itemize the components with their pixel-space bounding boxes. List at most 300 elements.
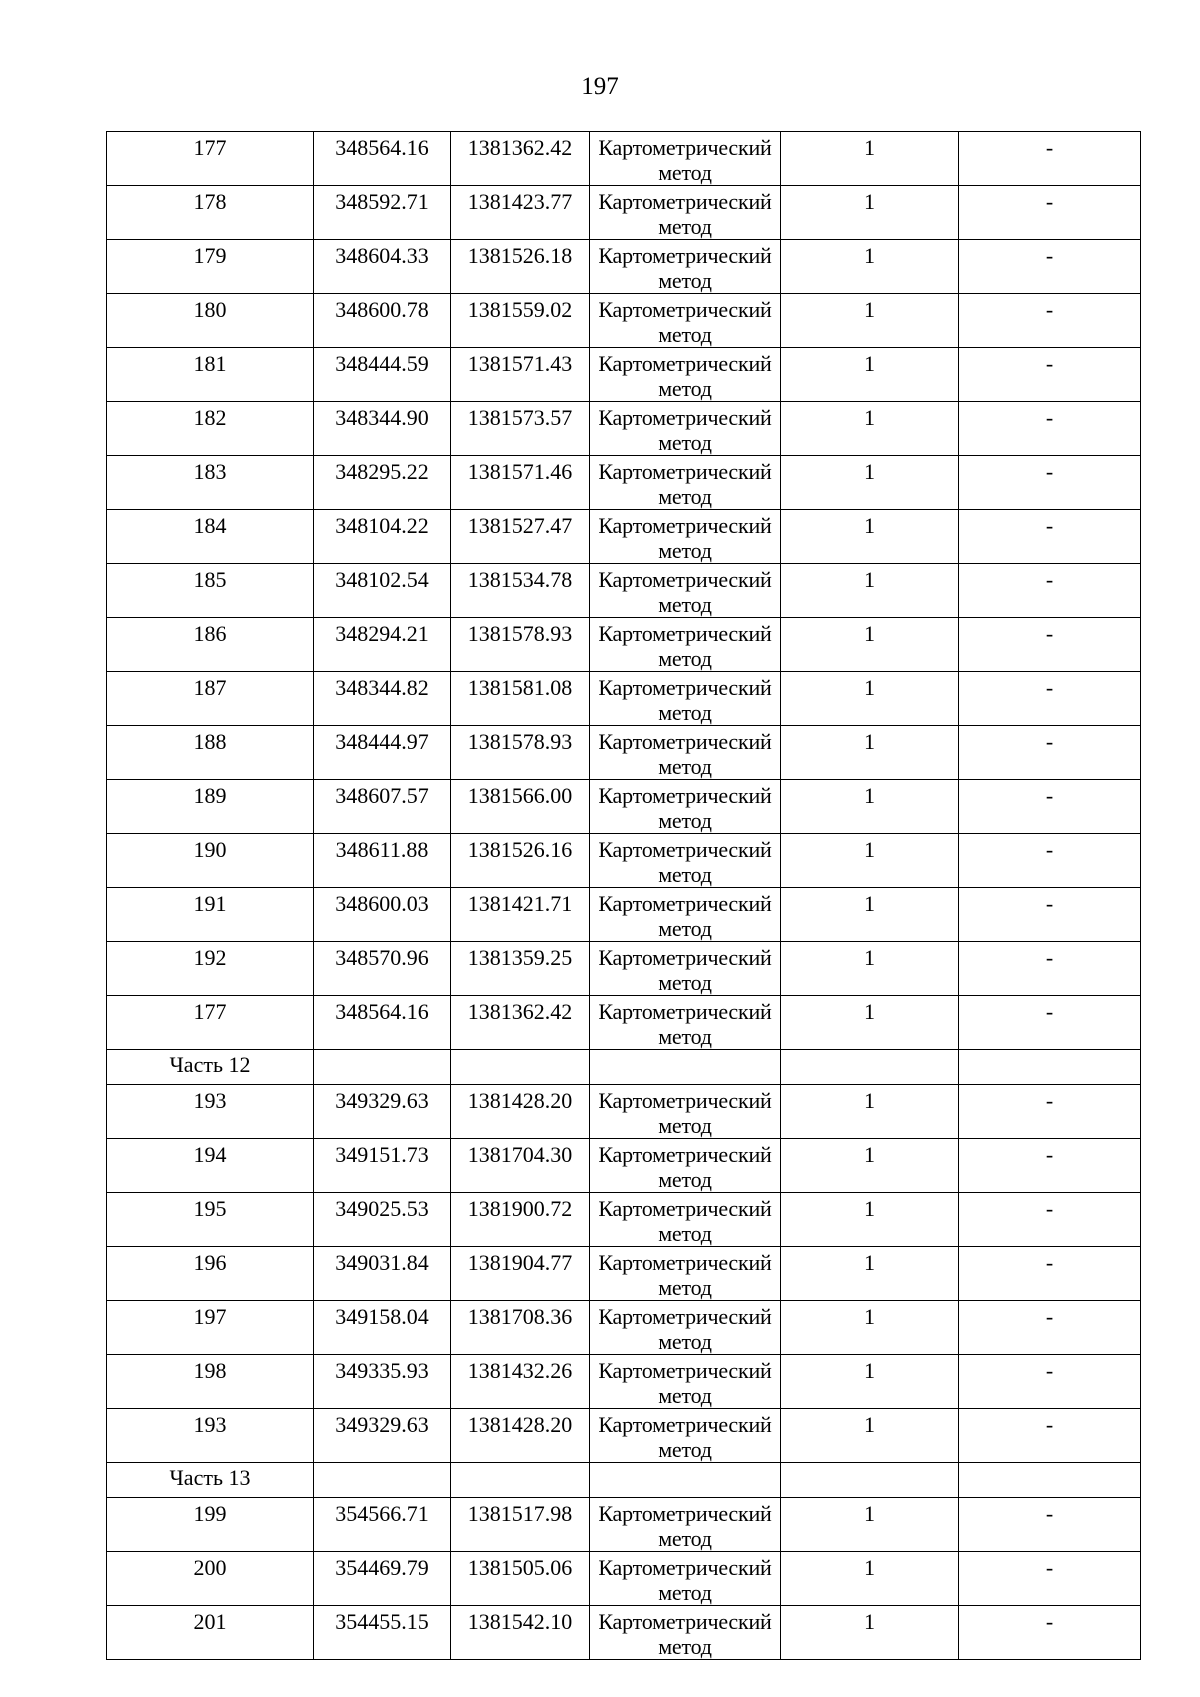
note-cell [959,1606,1141,1660]
note-text: - [1045,621,1054,646]
note-text: - [1045,891,1054,916]
accuracy-cell [781,1301,959,1355]
accuracy-text: 1 [864,1196,875,1221]
coordinates-table [106,131,1141,1660]
accuracy-text: 1 [864,135,875,160]
method-text: Картометрический метод [598,243,772,293]
note-text: - [1045,405,1054,430]
accuracy-text: 1 [864,1304,875,1329]
accuracy-text: 1 [864,297,875,322]
note-text: - [1045,567,1054,592]
note-text: - [1045,1088,1054,1113]
x-coordinate-cell [314,456,451,510]
y-coordinate-text: 1381704.30 [467,1142,573,1167]
y-coordinate-cell [451,780,590,834]
method-cell [590,1301,781,1355]
table-row [107,1409,1141,1463]
x-coordinate-cell [314,996,451,1050]
method-cell [590,996,781,1050]
table-row [107,132,1141,186]
table-row [107,456,1141,510]
x-coordinate-text: 348611.88 [335,837,429,862]
accuracy-text: 1 [864,1555,875,1580]
method-text: Картометрический метод [598,459,772,509]
point-number-text: 185 [193,567,227,592]
method-cell [590,132,781,186]
accuracy-cell [781,510,959,564]
x-coordinate-cell [314,402,451,456]
x-coordinate-text: 348570.96 [335,945,429,970]
y-coordinate-text: 1381527.47 [467,513,573,538]
y-coordinate-text: 1381517.98 [467,1501,573,1526]
accuracy-text: 1 [864,1142,875,1167]
method-text: Картометрический метод [598,1358,772,1408]
accuracy-text: 1 [864,1501,875,1526]
note-text: - [1045,351,1054,376]
x-coordinate-text: 348344.82 [335,675,429,700]
accuracy-text: 1 [864,567,875,592]
note-text: - [1045,783,1054,808]
method-text: Картометрический метод [598,567,772,617]
x-coordinate-text: 349151.73 [335,1142,429,1167]
point-number-text: 177 [193,999,227,1024]
y-coordinate-cell [451,1498,590,1552]
y-coordinate-cell [451,1193,590,1247]
method-text: Картометрический метод [598,621,772,671]
x-coordinate-text: 348600.03 [335,891,429,916]
x-coordinate-text: 348344.90 [335,405,429,430]
x-coordinate-text: 348592.71 [335,189,429,214]
accuracy-cell [781,672,959,726]
point-number-text: 178 [193,189,227,214]
x-coordinate-cell [314,780,451,834]
point-number-text: 188 [193,729,227,754]
accuracy-text: 1 [864,1358,875,1383]
y-coordinate-cell [451,132,590,186]
x-coordinate-text: 348102.54 [335,567,429,592]
x-coordinate-text: 349329.63 [335,1412,429,1437]
x-coordinate-cell [314,240,451,294]
accuracy-cell [781,780,959,834]
accuracy-text: 1 [864,621,875,646]
accuracy-cell [781,564,959,618]
y-coordinate-text: 1381581.08 [467,675,573,700]
accuracy-text: 1 [864,783,875,808]
y-coordinate-text: 1381432.26 [467,1358,573,1383]
method-text: Картометрический метод [598,729,772,779]
accuracy-text: 1 [864,945,875,970]
note-cell [959,132,1141,186]
table-row [107,1606,1141,1660]
point-number-cell [107,1606,314,1660]
section-label-cell [107,1050,314,1085]
table-row [107,942,1141,996]
y-coordinate-text: 1381526.16 [467,837,573,862]
method-cell [590,672,781,726]
x-coordinate-text: 348600.78 [335,297,429,322]
accuracy-cell [781,996,959,1050]
accuracy-cell [781,456,959,510]
method-text: Картометрический метод [598,405,772,455]
point-number-text: 182 [193,405,227,430]
note-cell [959,564,1141,618]
point-number-text: 187 [193,675,227,700]
accuracy-cell [781,888,959,942]
point-number-cell [107,834,314,888]
y-coordinate-text: 1381708.36 [467,1304,573,1329]
point-number-cell [107,1085,314,1139]
empty-cell [590,1463,781,1498]
y-coordinate-cell [451,672,590,726]
table-row [107,510,1141,564]
accuracy-cell [781,726,959,780]
x-coordinate-text: 354469.79 [335,1555,429,1580]
y-coordinate-cell [451,456,590,510]
point-number-text: 177 [193,135,227,160]
note-cell [959,996,1141,1050]
method-cell [590,888,781,942]
accuracy-text: 1 [864,837,875,862]
y-coordinate-cell [451,618,590,672]
note-text: - [1045,459,1054,484]
point-number-text: 199 [193,1501,227,1526]
y-coordinate-text: 1381573.57 [467,405,573,430]
y-coordinate-cell [451,186,590,240]
x-coordinate-cell [314,510,451,564]
accuracy-text: 1 [864,459,875,484]
x-coordinate-cell [314,726,451,780]
note-text: - [1045,945,1054,970]
accuracy-text: 1 [864,189,875,214]
note-text: - [1045,729,1054,754]
accuracy-text: 1 [864,729,875,754]
empty-cell [959,1463,1141,1498]
note-cell [959,348,1141,402]
y-coordinate-text: 1381362.42 [467,135,573,160]
x-coordinate-cell [314,888,451,942]
method-text: Картометрический метод [598,945,772,995]
y-coordinate-cell [451,888,590,942]
section-label: Часть 13 [169,1465,251,1490]
note-cell [959,294,1141,348]
y-coordinate-cell [451,1409,590,1463]
method-text: Картометрический метод [598,675,772,725]
point-number-cell [107,888,314,942]
x-coordinate-cell [314,942,451,996]
y-coordinate-text: 1381571.43 [467,351,573,376]
y-coordinate-cell [451,996,590,1050]
point-number-cell [107,726,314,780]
accuracy-text: 1 [864,1412,875,1437]
y-coordinate-text: 1381505.06 [467,1555,573,1580]
point-number-cell [107,132,314,186]
point-number-text: 191 [193,891,227,916]
y-coordinate-cell [451,1247,590,1301]
method-text: Картометрический метод [598,1142,772,1192]
x-coordinate-text: 348564.16 [335,999,429,1024]
method-cell [590,726,781,780]
method-cell [590,1139,781,1193]
method-cell [590,1552,781,1606]
y-coordinate-cell [451,1606,590,1660]
accuracy-text: 1 [864,675,875,700]
method-text: Картометрический метод [598,135,772,185]
note-text: - [1045,675,1054,700]
x-coordinate-text: 354455.15 [335,1609,429,1634]
note-cell [959,672,1141,726]
y-coordinate-cell [451,402,590,456]
point-number-cell [107,672,314,726]
note-text: - [1045,999,1054,1024]
method-text: Картометрический метод [598,891,772,941]
point-number-cell [107,564,314,618]
table-row [107,348,1141,402]
point-number-text: 194 [193,1142,227,1167]
method-cell [590,186,781,240]
y-coordinate-cell [451,834,590,888]
note-cell [959,1247,1141,1301]
note-cell [959,942,1141,996]
x-coordinate-text: 348295.22 [335,459,429,484]
note-cell [959,618,1141,672]
table-row [107,186,1141,240]
x-coordinate-text: 348104.22 [335,513,429,538]
accuracy-cell [781,1139,959,1193]
y-coordinate-text: 1381542.10 [467,1609,573,1634]
y-coordinate-text: 1381428.20 [467,1412,573,1437]
section-header-row [107,1463,1141,1498]
note-text: - [1045,189,1054,214]
point-number-text: 198 [193,1358,227,1383]
accuracy-cell [781,834,959,888]
accuracy-text: 1 [864,513,875,538]
y-coordinate-text: 1381900.72 [467,1196,573,1221]
point-number-text: 201 [193,1609,227,1634]
note-cell [959,780,1141,834]
x-coordinate-cell [314,1139,451,1193]
point-number-text: 180 [193,297,227,322]
y-coordinate-cell [451,1355,590,1409]
table-row [107,402,1141,456]
page-number: 197 [581,73,619,100]
method-text: Картометрический метод [598,1088,772,1138]
note-text: - [1045,837,1054,862]
x-coordinate-cell [314,1606,451,1660]
x-coordinate-cell [314,1193,451,1247]
note-cell [959,510,1141,564]
note-cell [959,834,1141,888]
table-row [107,1355,1141,1409]
table-row [107,1498,1141,1552]
method-text: Картометрический метод [598,1250,772,1300]
x-coordinate-cell [314,564,451,618]
note-cell [959,240,1141,294]
point-number-cell [107,1355,314,1409]
x-coordinate-text: 349025.53 [335,1196,429,1221]
y-coordinate-cell [451,1139,590,1193]
x-coordinate-cell [314,1247,451,1301]
point-number-text: 184 [193,513,227,538]
point-number-cell [107,1498,314,1552]
empty-cell [781,1050,959,1085]
note-cell [959,1498,1141,1552]
note-cell [959,402,1141,456]
table-row [107,1085,1141,1139]
empty-cell [451,1050,590,1085]
method-cell [590,942,781,996]
method-text: Картометрический метод [598,1555,772,1605]
method-text: Картометрический метод [598,837,772,887]
x-coordinate-cell [314,1498,451,1552]
accuracy-cell [781,1552,959,1606]
y-coordinate-text: 1381559.02 [467,297,573,322]
note-text: - [1045,1196,1054,1221]
accuracy-text: 1 [864,999,875,1024]
point-number-cell [107,510,314,564]
point-number-cell [107,618,314,672]
y-coordinate-text: 1381571.46 [467,459,573,484]
y-coordinate-text: 1381423.77 [467,189,573,214]
point-number-text: 179 [193,243,227,268]
accuracy-cell [781,240,959,294]
method-text: Картометрический метод [598,1609,772,1659]
note-text: - [1045,1142,1054,1167]
section-label: Часть 12 [169,1052,251,1077]
y-coordinate-text: 1381566.00 [467,783,573,808]
x-coordinate-cell [314,834,451,888]
table-row [107,834,1141,888]
point-number-cell [107,456,314,510]
method-cell [590,1247,781,1301]
method-cell [590,618,781,672]
method-text: Картометрический метод [598,189,772,239]
x-coordinate-text: 348444.59 [335,351,429,376]
accuracy-text: 1 [864,1609,875,1634]
point-number-text: 183 [193,459,227,484]
point-number-cell [107,240,314,294]
accuracy-cell [781,1498,959,1552]
method-cell [590,1355,781,1409]
point-number-text: 181 [193,351,227,376]
y-coordinate-cell [451,1085,590,1139]
accuracy-cell [781,1247,959,1301]
point-number-cell [107,402,314,456]
note-text: - [1045,1304,1054,1329]
method-cell [590,456,781,510]
method-cell [590,240,781,294]
point-number-cell [107,1193,314,1247]
method-text: Картометрический метод [598,1501,772,1551]
accuracy-cell [781,294,959,348]
method-cell [590,1498,781,1552]
y-coordinate-text: 1381578.93 [467,621,573,646]
empty-cell [590,1050,781,1085]
note-cell [959,726,1141,780]
method-text: Картометрический метод [598,1304,772,1354]
note-cell [959,456,1141,510]
empty-cell [451,1463,590,1498]
x-coordinate-cell [314,1552,451,1606]
x-coordinate-text: 349329.63 [335,1088,429,1113]
table-row [107,1139,1141,1193]
x-coordinate-cell [314,132,451,186]
point-number-text: 195 [193,1196,227,1221]
point-number-text: 197 [193,1304,227,1329]
point-number-cell [107,348,314,402]
method-cell [590,564,781,618]
accuracy-cell [781,1085,959,1139]
point-number-cell [107,1139,314,1193]
method-cell [590,348,781,402]
note-text: - [1045,1412,1054,1437]
y-coordinate-cell [451,1552,590,1606]
y-coordinate-text: 1381534.78 [467,567,573,592]
x-coordinate-cell [314,1085,451,1139]
y-coordinate-text: 1381904.77 [467,1250,573,1275]
accuracy-text: 1 [864,351,875,376]
table-row [107,294,1141,348]
empty-cell [314,1050,451,1085]
y-coordinate-cell [451,942,590,996]
y-coordinate-text: 1381421.71 [467,891,573,916]
method-text: Картометрический метод [598,999,772,1049]
point-number-cell [107,1301,314,1355]
accuracy-cell [781,1355,959,1409]
note-text: - [1045,1555,1054,1580]
accuracy-cell [781,618,959,672]
accuracy-text: 1 [864,891,875,916]
method-cell [590,294,781,348]
x-coordinate-text: 348607.57 [335,783,429,808]
section-label-cell [107,1463,314,1498]
note-text: - [1045,297,1054,322]
accuracy-cell [781,348,959,402]
point-number-cell [107,780,314,834]
method-cell [590,834,781,888]
method-cell [590,510,781,564]
point-number-text: 196 [193,1250,227,1275]
x-coordinate-cell [314,1301,451,1355]
method-text: Картометрический метод [598,1412,772,1462]
empty-cell [781,1463,959,1498]
section-header-row [107,1050,1141,1085]
note-cell [959,1301,1141,1355]
y-coordinate-text: 1381578.93 [467,729,573,754]
accuracy-text: 1 [864,243,875,268]
x-coordinate-text: 348294.21 [335,621,429,646]
method-cell [590,402,781,456]
accuracy-cell [781,132,959,186]
y-coordinate-cell [451,1301,590,1355]
y-coordinate-cell [451,510,590,564]
table-row [107,240,1141,294]
point-number-text: 189 [193,783,227,808]
x-coordinate-cell [314,294,451,348]
point-number-text: 200 [193,1555,227,1580]
table-row [107,1552,1141,1606]
accuracy-cell [781,1193,959,1247]
empty-cell [959,1050,1141,1085]
table-row [107,564,1141,618]
note-text: - [1045,1358,1054,1383]
method-text: Картометрический метод [598,297,772,347]
x-coordinate-cell [314,186,451,240]
x-coordinate-text: 349335.93 [335,1358,429,1383]
note-text: - [1045,1250,1054,1275]
x-coordinate-cell [314,1409,451,1463]
note-cell [959,1409,1141,1463]
point-number-cell [107,942,314,996]
